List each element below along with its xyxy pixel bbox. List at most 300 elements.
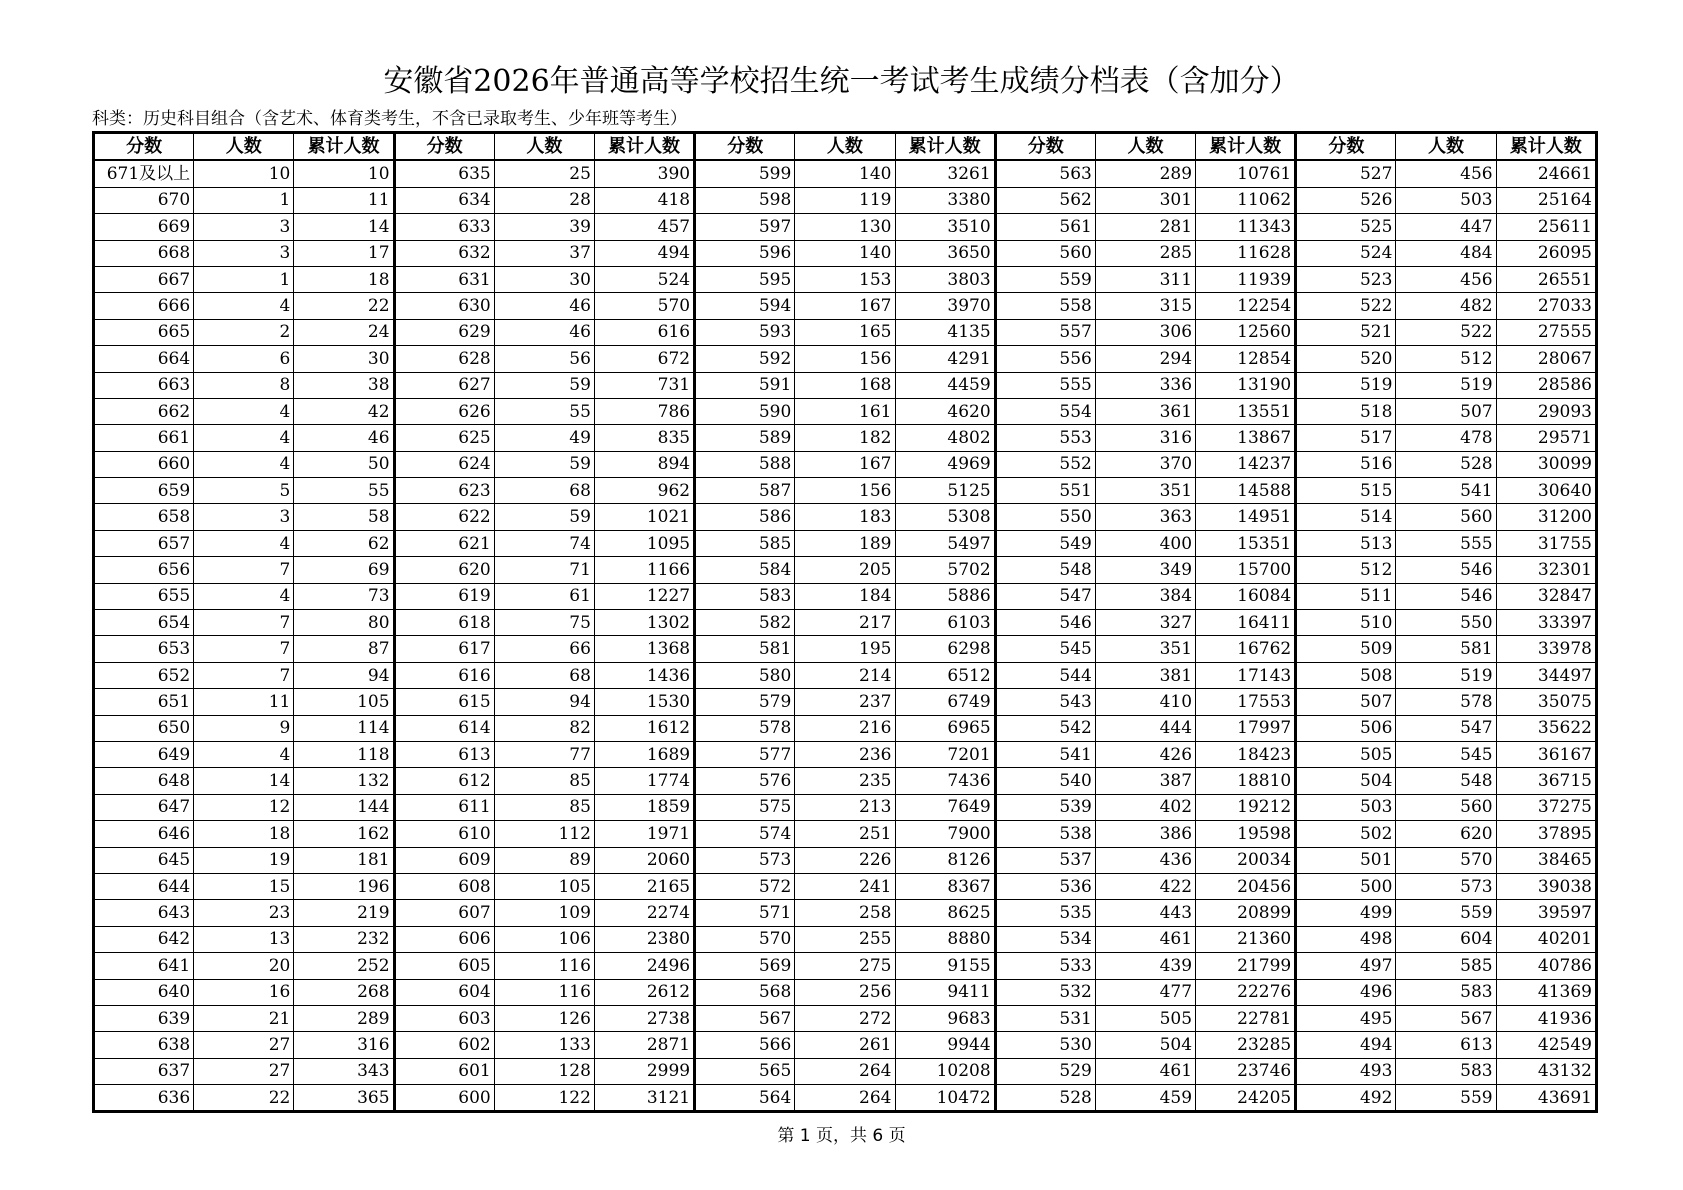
table-row	[94, 451, 1597, 477]
score-cell: 532	[995, 979, 1095, 1005]
cumulative-cell: 32301	[1496, 557, 1596, 583]
score-cell: 553	[995, 425, 1095, 451]
score-cell: 541	[995, 741, 1095, 767]
score-cell: 500	[1296, 873, 1396, 899]
score-cell: 598	[695, 187, 795, 213]
table-row	[94, 979, 1597, 1005]
count-cell: 583	[1396, 979, 1496, 1005]
cumulative-cell: 8880	[895, 926, 995, 952]
count-cell: 16	[194, 979, 294, 1005]
score-cell: 631	[394, 266, 494, 292]
score-cell: 507	[1296, 689, 1396, 715]
cumulative-cell: 105	[294, 689, 394, 715]
count-cell: 482	[1396, 293, 1496, 319]
count-cell: 456	[1396, 266, 1496, 292]
count-cell: 272	[795, 1005, 895, 1031]
count-cell: 4	[194, 398, 294, 424]
cumulative-cell: 18423	[1196, 741, 1296, 767]
count-cell: 7	[194, 557, 294, 583]
cumulative-cell: 37895	[1496, 821, 1596, 847]
count-cell: 422	[1095, 873, 1195, 899]
score-cell: 561	[995, 214, 1095, 240]
count-cell: 156	[795, 478, 895, 504]
score-cell: 562	[995, 187, 1095, 213]
score-cell: 615	[394, 689, 494, 715]
count-cell: 541	[1396, 478, 1496, 504]
count-cell: 119	[795, 187, 895, 213]
count-cell: 285	[1095, 240, 1195, 266]
cumulative-cell: 2612	[594, 979, 694, 1005]
score-cell: 564	[695, 1085, 795, 1112]
count-cell: 555	[1396, 530, 1496, 556]
count-cell: 327	[1095, 610, 1195, 636]
score-cell: 655	[94, 583, 194, 609]
count-cell: 37	[494, 240, 594, 266]
score-cell: 539	[995, 794, 1095, 820]
cumulative-cell: 36167	[1496, 741, 1596, 767]
cumulative-cell: 1612	[594, 715, 694, 741]
cumulative-cell: 289	[294, 1005, 394, 1031]
cumulative-cell: 162	[294, 821, 394, 847]
score-cell: 671及以上	[94, 160, 194, 187]
cumulative-cell: 3970	[895, 293, 995, 319]
count-cell: 443	[1095, 900, 1195, 926]
cumulative-cell: 3380	[895, 187, 995, 213]
cumulative-cell: 33978	[1496, 636, 1596, 662]
current-page-number: 1	[799, 1126, 811, 1146]
cumulative-cell: 20899	[1196, 900, 1296, 926]
score-cell: 628	[394, 346, 494, 372]
count-cell: 235	[795, 768, 895, 794]
footer-prefix: 第	[777, 1126, 795, 1146]
count-cell: 39	[494, 214, 594, 240]
cumulative-cell: 219	[294, 900, 394, 926]
score-cell: 608	[394, 873, 494, 899]
cumulative-cell: 5308	[895, 504, 995, 530]
count-cell: 82	[494, 715, 594, 741]
score-cell: 557	[995, 319, 1095, 345]
cumulative-cell: 1021	[594, 504, 694, 530]
score-cell: 573	[695, 847, 795, 873]
cumulative-cell: 11628	[1196, 240, 1296, 266]
table-row	[94, 160, 1597, 187]
score-cell: 512	[1296, 557, 1396, 583]
cumulative-cell: 43132	[1496, 1058, 1596, 1084]
count-cell: 112	[494, 821, 594, 847]
table-row	[94, 214, 1597, 240]
cumulative-cell: 25611	[1496, 214, 1596, 240]
count-cell: 351	[1095, 478, 1195, 504]
score-cell: 505	[1296, 741, 1396, 767]
score-cell: 550	[995, 504, 1095, 530]
cumulative-cell: 42549	[1496, 1032, 1596, 1058]
cumulative-cell: 26095	[1496, 240, 1596, 266]
score-cell: 528	[995, 1085, 1095, 1112]
count-cell: 444	[1095, 715, 1195, 741]
score-cell: 667	[94, 266, 194, 292]
cumulative-cell: 2496	[594, 953, 694, 979]
score-cell: 525	[1296, 214, 1396, 240]
score-cell: 613	[394, 741, 494, 767]
score-cell: 648	[94, 768, 194, 794]
cumulative-cell: 30	[294, 346, 394, 372]
cumulative-cell: 4969	[895, 451, 995, 477]
count-cell: 75	[494, 610, 594, 636]
count-cell: 402	[1095, 794, 1195, 820]
score-cell: 602	[394, 1032, 494, 1058]
cumulative-cell: 570	[594, 293, 694, 319]
count-cell: 336	[1095, 372, 1195, 398]
count-header: 人数	[1396, 133, 1496, 161]
score-cell: 537	[995, 847, 1095, 873]
count-cell: 6	[194, 346, 294, 372]
cumulative-cell: 17997	[1196, 715, 1296, 741]
table-row	[94, 266, 1597, 292]
count-cell: 281	[1095, 214, 1195, 240]
cumulative-cell: 6749	[895, 689, 995, 715]
cumulative-cell: 390	[594, 160, 694, 187]
cumulative-cell: 6965	[895, 715, 995, 741]
cumulative-cell: 41936	[1496, 1005, 1596, 1031]
cumulative-cell: 9944	[895, 1032, 995, 1058]
cumulative-cell: 196	[294, 873, 394, 899]
table-row	[94, 398, 1597, 424]
cumulative-cell: 11939	[1196, 266, 1296, 292]
cumulative-cell: 5497	[895, 530, 995, 556]
cumulative-cell: 39597	[1496, 900, 1596, 926]
cumulative-cell: 3803	[895, 266, 995, 292]
score-cell: 577	[695, 741, 795, 767]
count-cell: 126	[494, 1005, 594, 1031]
count-cell: 22	[194, 1085, 294, 1112]
count-cell: 1	[194, 187, 294, 213]
count-cell: 578	[1396, 689, 1496, 715]
score-cell: 502	[1296, 821, 1396, 847]
score-cell: 661	[94, 425, 194, 451]
table-row	[94, 319, 1597, 345]
score-cell: 554	[995, 398, 1095, 424]
count-cell: 264	[795, 1085, 895, 1112]
score-cell: 568	[695, 979, 795, 1005]
score-cell: 614	[394, 715, 494, 741]
table-row	[94, 478, 1597, 504]
score-cell: 548	[995, 557, 1095, 583]
count-cell: 216	[795, 715, 895, 741]
cumulative-cell: 4620	[895, 398, 995, 424]
cumulative-cell: 1530	[594, 689, 694, 715]
count-cell: 27	[194, 1032, 294, 1058]
cumulative-cell: 1368	[594, 636, 694, 662]
count-cell: 241	[795, 873, 895, 899]
score-cell: 587	[695, 478, 795, 504]
count-cell: 8	[194, 372, 294, 398]
score-cell: 592	[695, 346, 795, 372]
score-cell: 546	[995, 610, 1095, 636]
cumulative-cell: 31755	[1496, 530, 1596, 556]
cumulative-cell: 6103	[895, 610, 995, 636]
score-cell: 611	[394, 794, 494, 820]
table-row	[94, 372, 1597, 398]
count-cell: 167	[795, 451, 895, 477]
count-cell: 55	[494, 398, 594, 424]
cumulative-cell: 2738	[594, 1005, 694, 1031]
cumulative-cell: 4802	[895, 425, 995, 451]
count-cell: 122	[494, 1085, 594, 1112]
score-cell: 651	[94, 689, 194, 715]
count-cell: 461	[1095, 926, 1195, 952]
cumulative-cell: 365	[294, 1085, 394, 1112]
count-cell: 161	[795, 398, 895, 424]
cumulative-cell: 10208	[895, 1058, 995, 1084]
count-cell: 68	[494, 478, 594, 504]
cumulative-cell: 11	[294, 187, 394, 213]
footer-middle: 页，共	[816, 1126, 867, 1146]
count-cell: 4	[194, 583, 294, 609]
cumulative-cell: 22781	[1196, 1005, 1296, 1031]
score-cell: 504	[1296, 768, 1396, 794]
page-title: 安徽省2026年普通高等学校招生统一考试考生成绩分档表（含加分）	[383, 64, 1300, 99]
score-cell: 601	[394, 1058, 494, 1084]
score-cell: 609	[394, 847, 494, 873]
score-cell: 616	[394, 662, 494, 688]
count-cell: 7	[194, 636, 294, 662]
cumulative-cell: 46	[294, 425, 394, 451]
cumulative-cell: 5125	[895, 478, 995, 504]
cumulative-cell: 418	[594, 187, 694, 213]
score-cell: 558	[995, 293, 1095, 319]
score-cell: 581	[695, 636, 795, 662]
score-cell: 629	[394, 319, 494, 345]
cumulative-cell: 786	[594, 398, 694, 424]
count-cell: 3	[194, 214, 294, 240]
count-cell: 519	[1396, 372, 1496, 398]
cumulative-cell: 1971	[594, 821, 694, 847]
count-header: 人数	[494, 133, 594, 161]
header-row	[94, 133, 1597, 161]
cumulative-cell: 24661	[1496, 160, 1596, 187]
count-cell: 294	[1095, 346, 1195, 372]
count-cell: 410	[1095, 689, 1195, 715]
score-cell: 542	[995, 715, 1095, 741]
score-cell: 654	[94, 610, 194, 636]
count-cell: 503	[1396, 187, 1496, 213]
score-cell: 536	[995, 873, 1095, 899]
count-cell: 59	[494, 451, 594, 477]
score-cell: 662	[94, 398, 194, 424]
cumulative-cell: 1436	[594, 662, 694, 688]
score-cell: 634	[394, 187, 494, 213]
count-cell: 12	[194, 794, 294, 820]
cumulative-cell: 3261	[895, 160, 995, 187]
count-cell: 256	[795, 979, 895, 1005]
count-cell: 507	[1396, 398, 1496, 424]
cumulative-cell: 35622	[1496, 715, 1596, 741]
score-cell: 591	[695, 372, 795, 398]
score-cell: 506	[1296, 715, 1396, 741]
score-cell: 589	[695, 425, 795, 451]
score-header: 分数	[695, 133, 795, 161]
table-row	[94, 715, 1597, 741]
score-cell: 582	[695, 610, 795, 636]
score-cell: 659	[94, 478, 194, 504]
cumulative-cell: 3510	[895, 214, 995, 240]
table-row	[94, 689, 1597, 715]
count-cell: 184	[795, 583, 895, 609]
cumulative-cell: 24	[294, 319, 394, 345]
score-cell: 595	[695, 266, 795, 292]
score-cell: 580	[695, 662, 795, 688]
score-cell: 621	[394, 530, 494, 556]
score-cell: 583	[695, 583, 795, 609]
cumulative-cell: 58	[294, 504, 394, 530]
count-cell: 361	[1095, 398, 1195, 424]
cumulative-cell: 29093	[1496, 398, 1596, 424]
cumulative-cell: 1227	[594, 583, 694, 609]
count-cell: 504	[1095, 1032, 1195, 1058]
cumulative-cell: 80	[294, 610, 394, 636]
cumulative-cell: 62	[294, 530, 394, 556]
score-cell: 635	[394, 160, 494, 187]
score-cell: 623	[394, 478, 494, 504]
score-cell: 637	[94, 1058, 194, 1084]
cumulative-cell: 21799	[1196, 953, 1296, 979]
cumulative-cell: 40201	[1496, 926, 1596, 952]
table-row	[94, 953, 1597, 979]
score-cell: 663	[94, 372, 194, 398]
score-cell: 517	[1296, 425, 1396, 451]
score-cell: 576	[695, 768, 795, 794]
cumulative-cell: 962	[594, 478, 694, 504]
score-cell: 658	[94, 504, 194, 530]
score-header: 分数	[995, 133, 1095, 161]
cumulative-cell: 18	[294, 266, 394, 292]
count-cell: 264	[795, 1058, 895, 1084]
score-cell: 619	[394, 583, 494, 609]
score-cell: 639	[94, 1005, 194, 1031]
count-cell: 4	[194, 741, 294, 767]
count-cell: 66	[494, 636, 594, 662]
score-cell: 523	[1296, 266, 1396, 292]
score-cell: 534	[995, 926, 1095, 952]
count-cell: 9	[194, 715, 294, 741]
cumulative-cell: 731	[594, 372, 694, 398]
score-cell: 600	[394, 1085, 494, 1112]
count-cell: 4	[194, 425, 294, 451]
cumulative-cell: 1774	[594, 768, 694, 794]
count-cell: 130	[795, 214, 895, 240]
count-header: 人数	[1095, 133, 1195, 161]
count-cell: 183	[795, 504, 895, 530]
cumulative-cell: 2165	[594, 873, 694, 899]
score-cell: 508	[1296, 662, 1396, 688]
score-cell: 538	[995, 821, 1095, 847]
count-cell: 189	[795, 530, 895, 556]
cumulative-cell: 4291	[895, 346, 995, 372]
cumulative-cell: 316	[294, 1032, 394, 1058]
count-cell: 547	[1396, 715, 1496, 741]
count-cell: 484	[1396, 240, 1496, 266]
count-cell: 613	[1396, 1032, 1496, 1058]
score-cell: 596	[695, 240, 795, 266]
count-cell: 59	[494, 504, 594, 530]
count-cell: 559	[1396, 900, 1496, 926]
score-cell: 497	[1296, 953, 1396, 979]
count-cell: 236	[795, 741, 895, 767]
table-row	[94, 557, 1597, 583]
count-cell: 28	[494, 187, 594, 213]
score-cell: 509	[1296, 636, 1396, 662]
score-cell: 511	[1296, 583, 1396, 609]
cumulative-cell: 22	[294, 293, 394, 319]
count-cell: 165	[795, 319, 895, 345]
cumulative-cell: 16762	[1196, 636, 1296, 662]
score-cell: 501	[1296, 847, 1396, 873]
cumulative-cell: 12854	[1196, 346, 1296, 372]
count-cell: 153	[795, 266, 895, 292]
cumulative-cell: 8367	[895, 873, 995, 899]
count-cell: 5	[194, 478, 294, 504]
count-cell: 133	[494, 1032, 594, 1058]
count-cell: 512	[1396, 346, 1496, 372]
table-row	[94, 741, 1597, 767]
score-cell: 515	[1296, 478, 1396, 504]
score-cell: 575	[695, 794, 795, 820]
cumulative-cell: 144	[294, 794, 394, 820]
count-cell: 168	[795, 372, 895, 398]
score-header: 分数	[1296, 133, 1396, 161]
table-row	[94, 662, 1597, 688]
score-cell: 503	[1296, 794, 1396, 820]
cumulative-cell: 672	[594, 346, 694, 372]
count-cell: 94	[494, 689, 594, 715]
count-cell: 522	[1396, 319, 1496, 345]
count-cell: 213	[795, 794, 895, 820]
score-cell: 527	[1296, 160, 1396, 187]
count-header: 人数	[194, 133, 294, 161]
count-cell: 311	[1095, 266, 1195, 292]
score-cell: 594	[695, 293, 795, 319]
cumulative-cell: 9155	[895, 953, 995, 979]
score-cell: 618	[394, 610, 494, 636]
score-cell: 569	[695, 953, 795, 979]
cumulative-cell: 22276	[1196, 979, 1296, 1005]
cumulative-cell: 28586	[1496, 372, 1596, 398]
score-cell: 646	[94, 821, 194, 847]
cumulative-header: 累计人数	[1496, 133, 1596, 161]
score-cell: 593	[695, 319, 795, 345]
table-row	[94, 240, 1597, 266]
cumulative-cell: 34497	[1496, 662, 1596, 688]
score-cell: 544	[995, 662, 1095, 688]
score-cell: 572	[695, 873, 795, 899]
score-cell: 551	[995, 478, 1095, 504]
cumulative-cell: 94	[294, 662, 394, 688]
count-cell: 237	[795, 689, 895, 715]
count-cell: 255	[795, 926, 895, 952]
table-row	[94, 425, 1597, 451]
score-cell: 606	[394, 926, 494, 952]
table-row	[94, 583, 1597, 609]
score-cell: 570	[695, 926, 795, 952]
cumulative-cell: 9683	[895, 1005, 995, 1031]
count-cell: 384	[1095, 583, 1195, 609]
score-cell: 510	[1296, 610, 1396, 636]
score-distribution-table	[92, 131, 1598, 1113]
count-cell: 21	[194, 1005, 294, 1031]
table-row	[94, 847, 1597, 873]
cumulative-cell: 252	[294, 953, 394, 979]
cumulative-cell: 30099	[1496, 451, 1596, 477]
